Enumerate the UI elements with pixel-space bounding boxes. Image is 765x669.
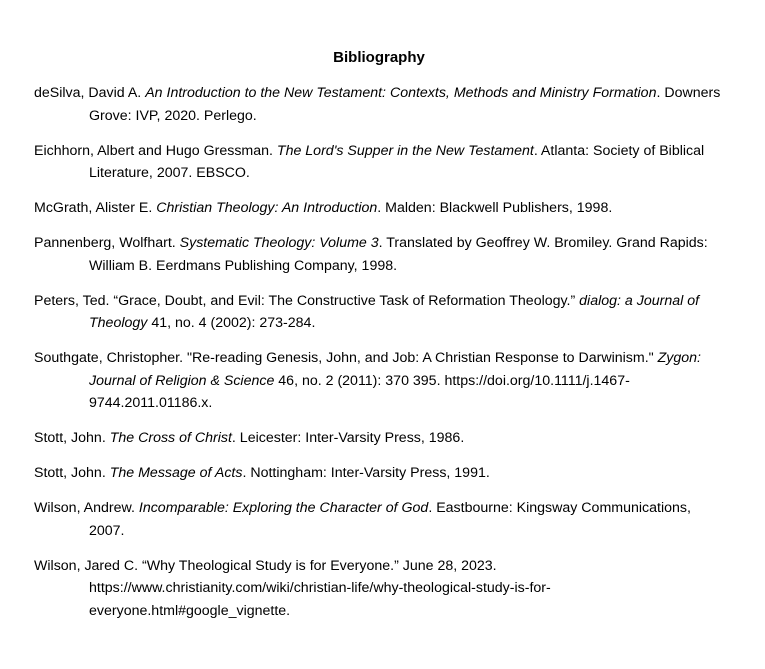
entry-title: Incomparable: Exploring the Character of God [138, 500, 429, 516]
entry-text: 46, no. 2 (2011): 370 395. https://doi.org/10.1111/j.1467-9744.2011.01186.x. [89, 372, 630, 411]
bibliography-entry [34, 197, 724, 220]
entry-text: . Nottingham: Inter-Varsity Press, 1991. [242, 465, 490, 481]
bibliography-entry [34, 140, 724, 185]
entry-text: McGrath, Alister E. [34, 200, 157, 216]
page-title: Bibliography [333, 49, 425, 66]
entry-text: Pannenberg, Wolfhart. [34, 235, 180, 251]
entry-text: . Leicester: Inter-Varsity Press, 1986. [231, 430, 465, 446]
entry-title: dialog: a Journal of Theology [89, 292, 700, 331]
entry-title: Christian Theology: An Introduction [156, 200, 378, 216]
bibliography-entry [34, 497, 724, 542]
entry-text: Stott, John. [34, 430, 110, 446]
bibliography-entry [34, 290, 724, 335]
entry-text: . Atlanta: Society of Biblical Literature, 2007. EBSCO. [89, 142, 705, 181]
entry-text: . Eastbourne: Kingsway Communications, 2007. [89, 500, 691, 539]
bibliography-entry [34, 555, 724, 623]
entry-title: The Message of Acts [109, 465, 243, 481]
entry-title: The Cross of Christ [109, 430, 232, 446]
entry-title: Zygon: Journal of Religion & Science [89, 350, 701, 389]
entry-text: Wilson, Jared C. “Why Theological Study is for Everyone.” June 28, 2023. https://www.christianity.com/wiki/christian-life/why-theological-study-is-for-everyone.html#google_vignette. [34, 557, 551, 619]
bibliography-entry [34, 82, 724, 127]
bibliography-entry [34, 347, 724, 415]
entry-text: Stott, John. [34, 465, 110, 481]
bibliography-entry [34, 232, 724, 277]
entry-text: . Downers Grove: IVP, 2020. Perlego. [89, 85, 721, 124]
entry-text: Eichhorn, Albert and Hugo Gressman. [34, 142, 277, 159]
entry-text: . Translated by Geoffrey W. Bromiley. Grand Rapids: William B. Eerdmans Publishing Company, 1998. [89, 235, 708, 274]
entry-title: Systematic Theology: Volume 3 [179, 235, 379, 251]
entry-title: An Introduction to the New Testament: Contexts, Methods and Ministry Formation [145, 85, 657, 101]
bibliography-entry [34, 427, 724, 450]
entry-text: . Malden: Blackwell Publishers, 1998. [377, 200, 613, 216]
entry-text: deSilva, David A. [34, 85, 146, 101]
entry-text: 41, no. 4 (2002): 273-284. [147, 315, 316, 331]
entry-text: Wilson, Andrew. [34, 500, 139, 516]
bibliography-entry [34, 462, 724, 485]
bibliography-list [34, 82, 724, 635]
entry-text: Peters, Ted. “Grace, Doubt, and Evil: The Constructive Task of Reformation Theology.” [34, 292, 580, 309]
entry-title: The Lord's Supper in the New Testament [276, 142, 534, 159]
entry-text: Southgate, Christopher. "Re-reading Genesis, John, and Job: A Christian Response to Darwinism." [34, 350, 658, 366]
